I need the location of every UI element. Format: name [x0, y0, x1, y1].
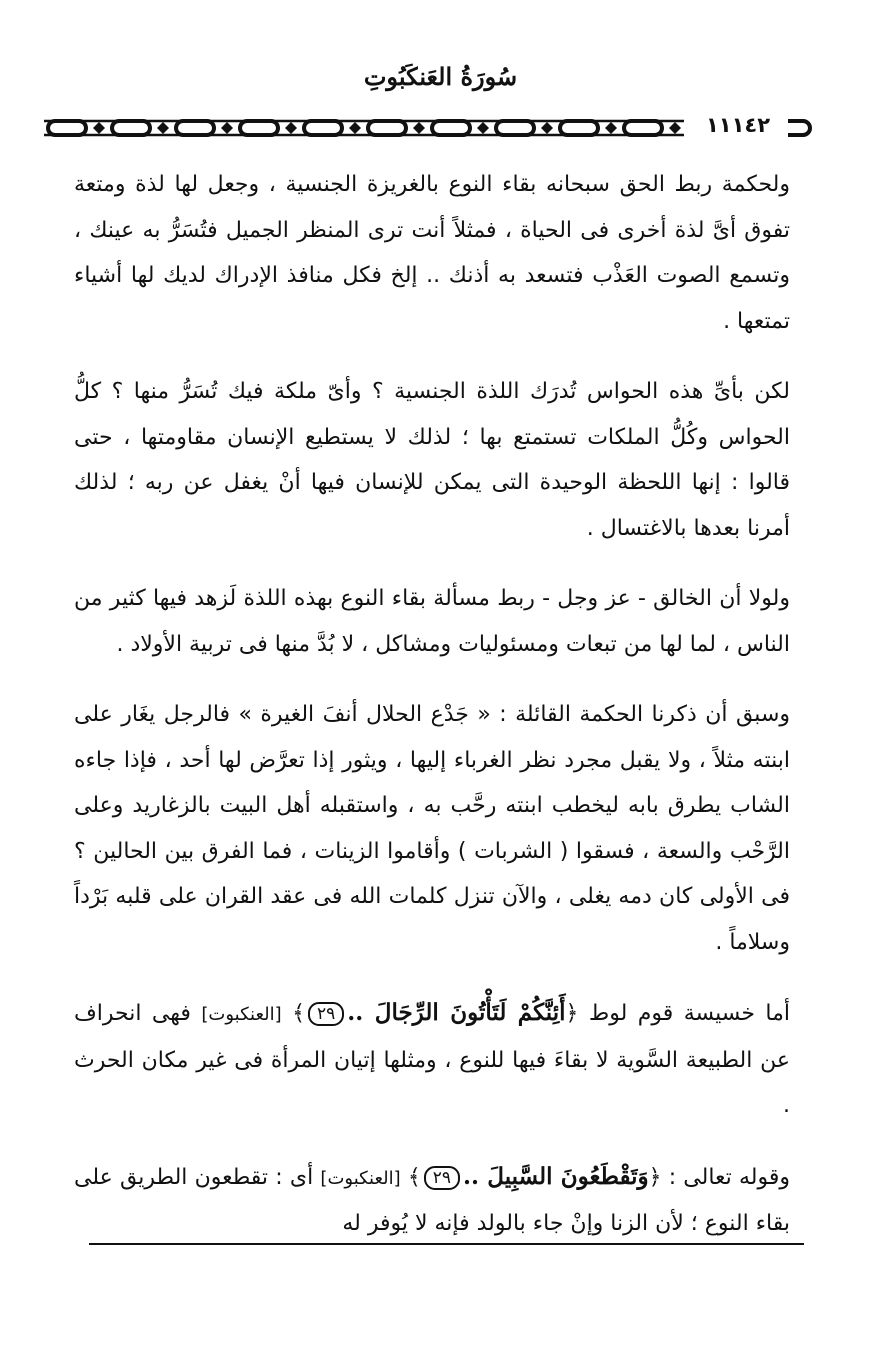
paragraph-5-rest: فهى انحراف عن الطبيعة السَّوية لا بقاءَ فيها للنوع ، ومثلها إتيان المرأة فى غير مكان الحرث .	[74, 1001, 790, 1118]
paragraph-3: ولولا أن الخالق - عز وجل - ربط مسألة بقاء النوع بهذه اللذة لَزهد فيها كثير من الناس ، لما لها من تبعات ومسئوليات ومشاكل ، لا بُدَّ منها فى تربية الأولاد .	[74, 586, 790, 657]
ayah-number-badge: ٢٩	[424, 1166, 460, 1190]
paragraph-2: لكن بأىِّ هذه الحواس تُدرَك اللذة الجنسية ؟ وأىّ ملكة فيك تُسَرُّ منها ؟ كلُّ الحواس وكُلُّ الملكات تستمتع بها ؛ لذلك لا يستطيع الإنسان مقاومتها ، حتى قالوا : إنها اللحظة الوحيدة التى يمكن للإنسان فيها أنْ يغفل عن ربه ؛ لذلك أمرنا بعدها بالاغتسال .	[74, 379, 790, 541]
footer-divider	[89, 1243, 804, 1245]
paragraph-1: ولحكمة ربط الحق سبحانه بقاء النوع بالغريزة الجنسية ، وجعل لها لذة ومتعة تفوق أىَّ لذة أخرى فى الحياة ، فمثلاً أنت ترى المنظر الجميل فتُسَرُّ به عينك ، وتسمع الصوت العَذْب فتسعد به أذنك .. إلخ فكل منافذ الإدراك لديك لها أشياء تمتعها .	[74, 172, 790, 334]
body-text	[74, 162, 790, 1272]
quran-verse: أَئِنَّكُمْ لَتَأْتُونَ الرِّجَالَ ..	[347, 999, 566, 1026]
surah-title: سُورَةُ العَنكَبُوتِ	[363, 62, 518, 91]
quran-close-bracket: ﴾	[292, 1001, 305, 1026]
paragraph-5-intro: أما خسيسة قوم لوط	[588, 1001, 791, 1026]
paragraph-6	[74, 1154, 790, 1247]
paragraph-6-intro: وقوله تعالى :	[668, 1164, 790, 1190]
paragraph-4: وسبق أن ذكرنا الحكمة القائلة : « جَدْع الحلال أنفَ الغيرة » فالرجل يغَار على ابنته مثلاً ، ولا يقبل مجرد نظر الغرباء إليها ، ويثور إذا تعرَّض لها أحد ، فإذا جاءه الشاب يطرق بابه ليخطب ابنته رحَّب به ، واستقبله أهل البيت بالزغاريد وعلى الرَّحْب والسعة ، فسقوا ( الشربات ) وأقاموا الزينات ، فما الفرق بين الحالين ؟ فى الأولى كان دمه يغلى ، والآن تنزل كلمات الله فى عقد القران على قلبه بَرْداً وسلاماً .	[74, 702, 790, 955]
page-number: ١١١٤٢	[688, 109, 788, 141]
surah-reference: [العنكبوت]	[201, 1004, 282, 1025]
quran-open-bracket: ﴿	[648, 1164, 662, 1190]
quran-open-bracket: ﴿	[565, 1001, 579, 1026]
paragraph-6-rest: أى : تقطعون الطريق على بقاء النوع ؛ لأن الزنا وإنْ جاء بالولد فإنه لا يُوفر له	[74, 1164, 790, 1236]
surah-reference: [العنكبوت]	[320, 1167, 401, 1189]
quran-close-bracket: ﴾	[407, 1164, 421, 1190]
ayah-number-badge: ٢٩	[308, 1002, 344, 1026]
paragraph-5	[74, 990, 790, 1129]
quran-verse: وَتَقْطَعُونَ السَّبِيلَ ..	[463, 1162, 649, 1190]
